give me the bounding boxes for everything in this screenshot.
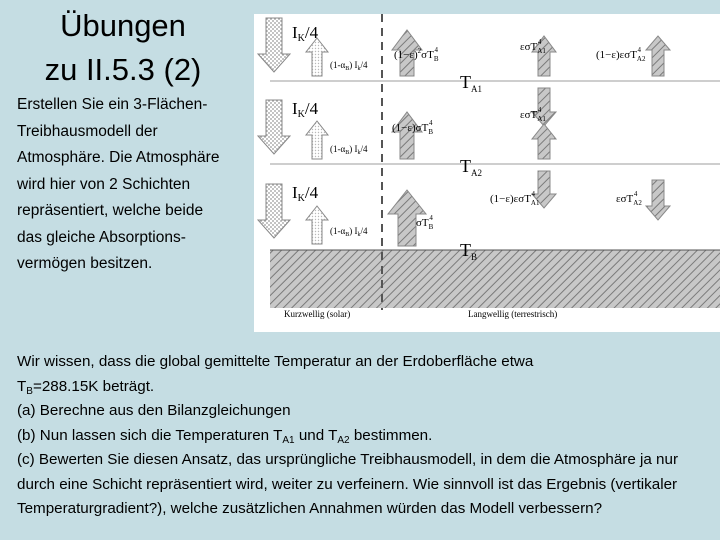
incoming-label-1: IK/4 xyxy=(292,23,319,44)
task-c: (c) Bewerten Sie diesen Ansatz, das ursprüngliche Treibhausmodell, in dem die Atmosphäre ja nur durch eine Schicht repräsentiert wird, weiter zu verfeinern. Wie sinnvoll ist das Ergebnis (vertikaler Temperaturgradient?), welche zusätzlichen Annahmen würden das Modell verbessern? xyxy=(17,451,679,517)
task-intro: Wir wissen, dass die global gemittelte Temperatur an der Erdoberfläche etwa $T_B=288.15K$ beträgt. xyxy=(17,353,534,397)
legend-longwave: Langwellig (terrestrisch) xyxy=(468,309,558,319)
temp-label-a1: $T_{A1}$ xyxy=(460,72,482,94)
reflected-label-1: $(1-\alpha_B)$ $I_k/4$ xyxy=(330,60,368,72)
row3-eps-label: εσT$_{A2}$4 xyxy=(616,190,642,207)
ground-surface xyxy=(270,250,720,308)
task-b: (b) Nun lassen sich die Temperaturen $T_{A1}$ und $T_{A2}$ bestimmen. xyxy=(17,426,433,446)
reflected-arrow-1 xyxy=(306,38,328,76)
lw-a2-up-arrow xyxy=(532,124,556,159)
reflected-arrow-2 xyxy=(306,121,328,159)
reflected-label-3: $(1-\alpha_B)$ $I_k/4$ xyxy=(330,226,368,238)
legend-shortwave: Kurzwellig (solar) xyxy=(284,309,351,319)
intro-line: repräsentiert, welche beide xyxy=(17,202,204,219)
greenhouse-model-figure xyxy=(254,14,720,332)
row3-up-flux-label: $\sigma T_B4$ xyxy=(416,214,434,231)
incoming-arrow-1 xyxy=(258,18,290,72)
incoming-arrow-3 xyxy=(258,184,290,238)
lw-right-up-arrow-row1 xyxy=(646,36,670,76)
row1-right-label: (1−ε)εσT$_{A2}$4 xyxy=(596,46,646,63)
row1-up-flux-label: $(1-\varepsilon)^2\sigma T_B4$ xyxy=(394,46,439,63)
intro-line: Erstellen Sie ein 3-Flächen- xyxy=(17,96,208,113)
row1-eps-label: εσT$_{A1}$4 xyxy=(520,38,546,55)
task-a: (a) Berechne aus den Bilanzgleichungen xyxy=(17,402,291,419)
title-line-1: Übungen xyxy=(60,8,186,43)
intro-line: das gleiche Absorptions- xyxy=(17,228,186,246)
temp-label-a2: $T_{A2}$ xyxy=(460,156,482,178)
row2-up-flux-label: $(1-\varepsilon)\sigma T_B4$ xyxy=(392,119,433,136)
intro-line: Treibhausmodell der xyxy=(17,122,158,140)
greenhouse-model-diagram xyxy=(254,14,720,332)
intro-line: wird hier von 2 Schichten xyxy=(17,175,191,193)
task-text xyxy=(17,350,707,522)
intro-line: vermögen besitzen. xyxy=(17,255,153,272)
incoming-label-2: IK/4 xyxy=(292,99,319,120)
title-line-2: zu II.5.3 (2) xyxy=(44,52,202,87)
row3-left-label: (1−ε)εσT$_{A1}$4 xyxy=(490,190,540,207)
lw-right-down-arrow-row3 xyxy=(646,180,670,220)
slide-title xyxy=(18,4,228,92)
intro-text xyxy=(17,92,257,278)
temp-label-b: $T_B$ xyxy=(460,240,478,262)
incoming-label-3: IK/4 xyxy=(292,183,319,204)
lw-up-arrow-row2 xyxy=(392,112,422,159)
reflected-arrow-3 xyxy=(306,206,328,244)
intro-line: Atmosphäre. Die Atmosphäre xyxy=(17,149,220,166)
incoming-arrow-2 xyxy=(258,100,290,154)
reflected-label-2: $(1-\alpha_B)$ $I_k/4$ xyxy=(330,144,368,156)
row2-eps-label: εσT$_{A1}$4 xyxy=(520,106,546,123)
